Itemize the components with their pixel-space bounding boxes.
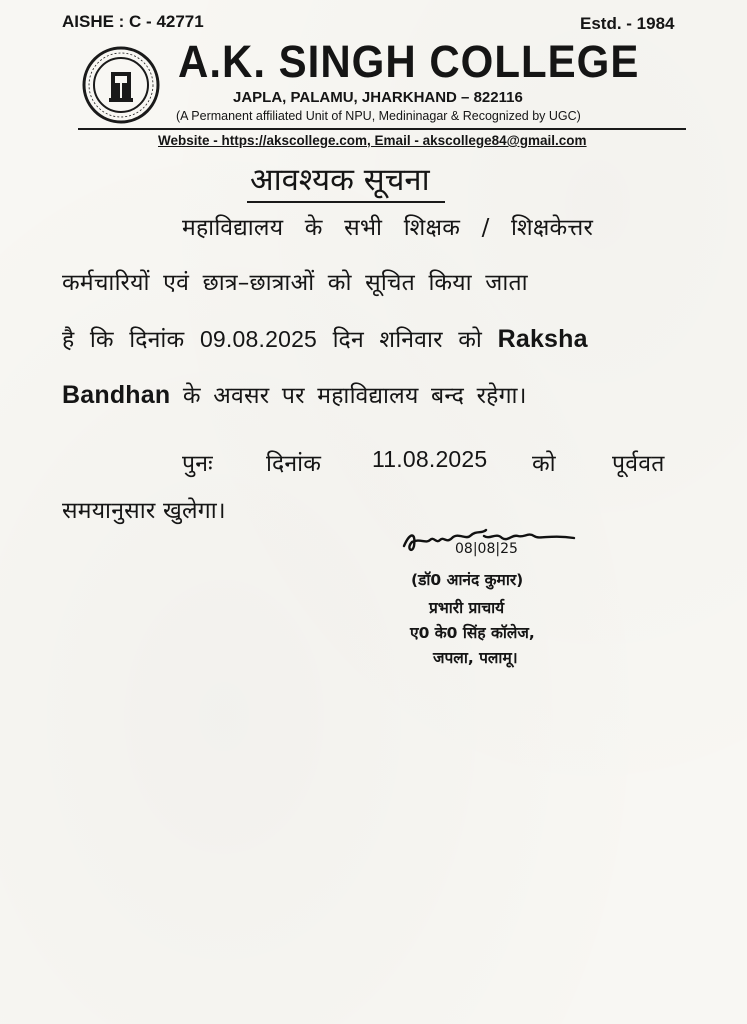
website-email-line: Website - https://akscollege.com, Email - akscollege84@gmail.com bbox=[158, 133, 587, 148]
notice-title: आवश्यक सूचना bbox=[250, 162, 430, 198]
reopen-date: 11.08.2025 bbox=[372, 446, 488, 472]
college-seal-logo bbox=[82, 46, 160, 124]
notice-line-3-mid: दिन शनिवार को bbox=[332, 327, 483, 353]
notice-line-3 bbox=[62, 322, 588, 354]
reopen-word-1: पुनः bbox=[182, 451, 213, 477]
aishe-code: AISHE : C - 42771 bbox=[62, 12, 204, 31]
notice-line-3-start: है कि दिनांक bbox=[62, 327, 185, 353]
title-underline bbox=[247, 201, 445, 203]
affiliation-note: (A Permanent affiliated Unit of NPU, Medininagar & Recognized by UGC) bbox=[176, 109, 581, 123]
reopen-word-2: दिनांक bbox=[266, 451, 322, 477]
signatory-name: (डॉ0 आनंद कुमार) bbox=[411, 571, 524, 589]
college-name: A.K. SINGH COLLEGE bbox=[178, 36, 640, 87]
reopen-word-3: को bbox=[532, 451, 556, 477]
signatory-place: जपला, पलामू। bbox=[433, 649, 518, 667]
signature-date: 08|08|25 bbox=[455, 541, 518, 557]
reopen-word-4: पूर्ववत bbox=[612, 451, 665, 477]
occasion-name-part-2: Bandhan bbox=[62, 381, 171, 409]
college-address: JAPLA, PALAMU, JHARKHAND – 822116 bbox=[233, 89, 523, 106]
occasion-name-part-1: Raksha bbox=[497, 325, 588, 353]
notice-line-4 bbox=[62, 378, 527, 410]
signatory-college: ए0 के0 सिंह कॉलेज, bbox=[410, 624, 535, 642]
closure-date: 09.08.2025 bbox=[199, 326, 318, 352]
signatory-designation: प्रभारी प्राचार्य bbox=[429, 599, 505, 617]
header-divider bbox=[78, 128, 686, 130]
notice-line-4-rest: के अवसर पर महाविद्यालय बन्द रहेगा। bbox=[170, 383, 527, 409]
established-year: Estd. - 1984 bbox=[580, 14, 675, 33]
notice-line-6: समयानुसार खुलेगा। bbox=[62, 498, 226, 524]
notice-line-2: कर्मचारियों एवं छात्र–छात्राओं को सूचित किया जाता bbox=[62, 270, 528, 296]
notice-line-1: महाविद्यालय के सभी शिक्षक / शिक्षकेत्तर bbox=[182, 215, 594, 241]
